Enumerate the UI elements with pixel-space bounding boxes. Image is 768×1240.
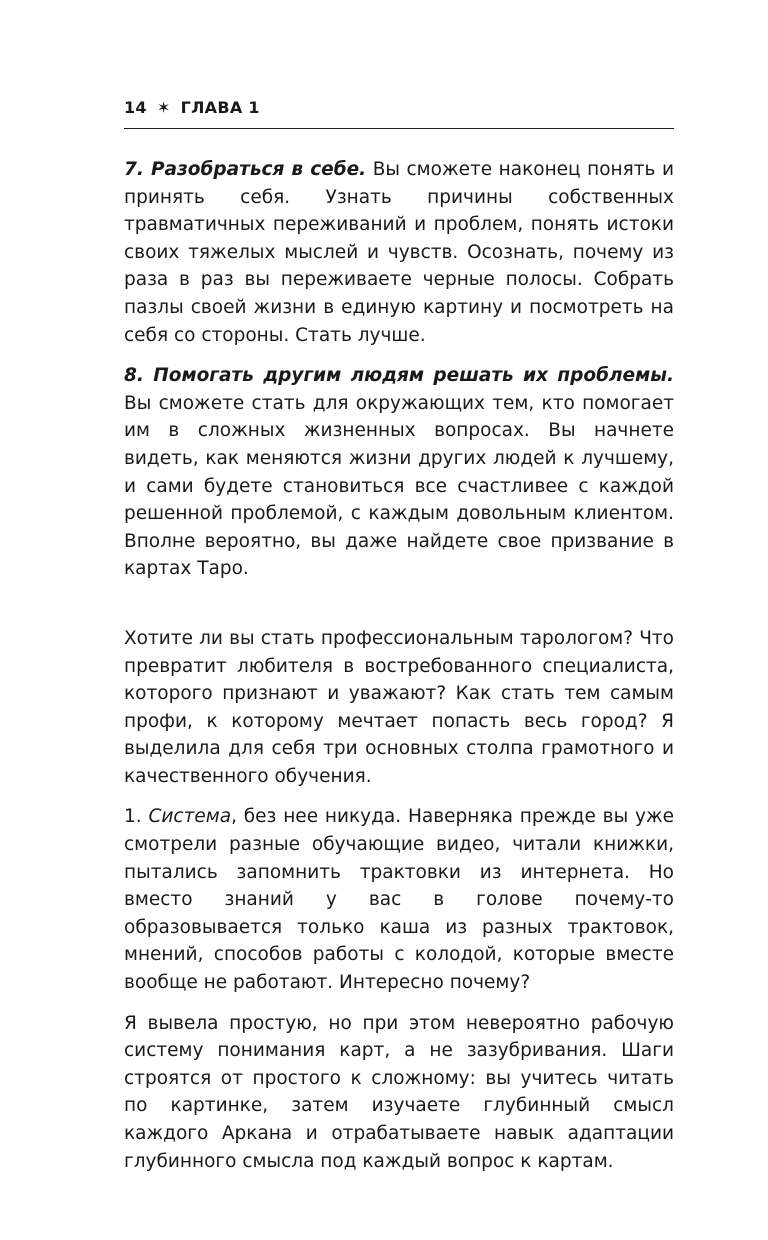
star-separator-icon: ✶ (156, 98, 171, 117)
item-text: Вы сможете наконец понять и принять себя. Узнать причины собственных травматичных переживаний и проблем, понять истоки своих тяжелых мыслей и чувств. Осознать, почему из раза в раз вы переживаете черные полосы. Собрать пазлы своей жизни в единую картину и посмотреть на себя со стороны. Стать лучше. (124, 159, 674, 346)
paragraph-intro: Хотите ли вы стать профессиональным тарологом? Что превратит любителя в востребованного специалиста, которого признают и уважают? Как стать тем самым профи, к которому мечтает попасть весь город? Я выделила для себя три основных столпа грамотного и качественного обучения. (124, 627, 674, 787)
system-text: , без нее никуда. Наверняка прежде вы уже смотрели разные обучающие видео, читали книжки, пытались запомнить трактовки из интернета. Но вместо знаний у вас в голове почему-то образовывается только каша из разных трактовок, мнений, способов работы с колодой, которые вместе вообще не работают. Интересно почему? (124, 806, 674, 994)
system-term: Система (148, 806, 232, 828)
item-text: Вы сможете стать для окружающих тем, кто помогает им в сложных жизненных вопросах. Вы начнете видеть, как меняются жизни других людей к лучшему, и сами будете становиться все счастливее с каждой решенной проблемой, с каждым довольным клиентом. Вполне вероятно, вы даже найдете свое призвание в картах Таро. (124, 392, 674, 580)
paragraph-system (124, 803, 674, 996)
chapter-title: ГЛАВА 1 (180, 98, 260, 117)
list-item-7 (124, 156, 674, 349)
header-rule (124, 128, 674, 129)
running-header (124, 98, 674, 117)
page-body (124, 156, 674, 1175)
page-number: 14 (124, 98, 147, 117)
system-prefix: 1. (124, 806, 149, 828)
item-heading: 7. Разобраться в себе. (124, 159, 367, 180)
item-heading: 8. Помогать другим людям решать их проблемы. (124, 365, 674, 387)
paragraph-method: Я вывела простую, но при этом невероятно рабочую систему понимания карт, а не зазубривания. Шаги строятся от простого к сложному: вы учитесь читать по картинке, затем изучаете глубинный смысл каждого Аркана и отрабатываете навык адаптации глубинного смысла под каждый вопрос к картам. (124, 1012, 674, 1172)
list-item-8 (124, 362, 674, 583)
